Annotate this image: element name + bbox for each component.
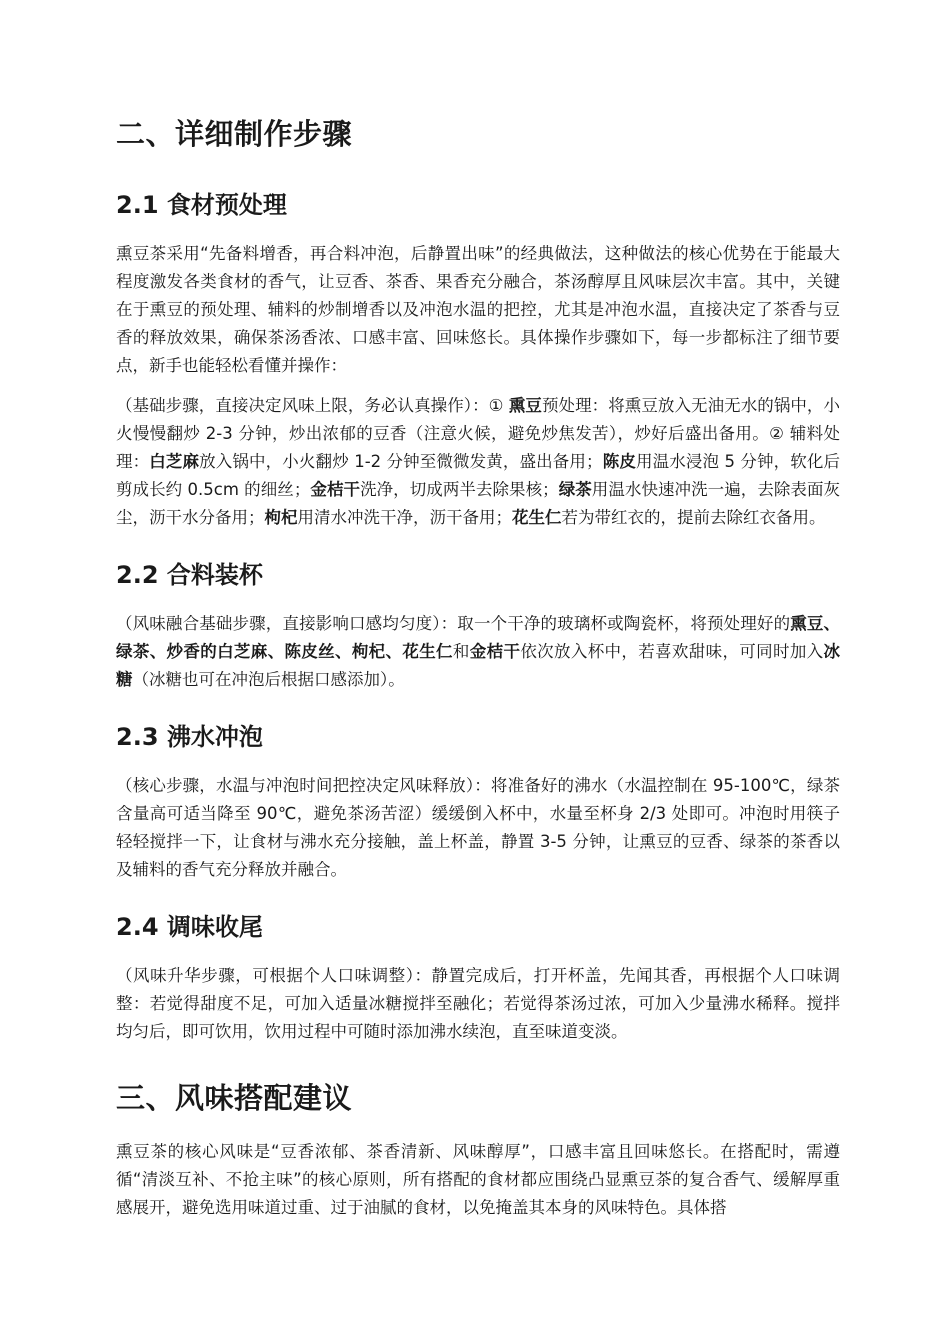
paragraph-pairing: 熏豆茶的核心风味是“豆香浓郁、茶香清新、风味醇厚”，口感丰富且回味悠长。在搭配时，需遵循“清淡互补、不抢主味”的核心原则，所有搭配的食材都应围绕凸显熏豆茶的复合香气、缓解厚重感展开，避免选用味道过重、过于油腻的食材，以免掩盖其本身的风味特色。具体搭 bbox=[116, 1142, 840, 1217]
bold-term: 金桔干 bbox=[310, 480, 361, 499]
paragraph-season: （风味升华步骤，可根据个人口味调整）：静置完成后，打开杯盖，先闻其香，再根据个人口味调整：若觉得甜度不足，可加入适量冰糖搅拌至融化；若觉得茶汤过浓，可加入少量沸水稀释。搅拌均匀后，即可饮用，饮用过程中可随时添加沸水续泡，直至味道变淡。 bbox=[116, 966, 840, 1041]
bold-term: 陈皮 bbox=[602, 452, 636, 471]
paragraph-intro: 熏豆茶采用“先备料增香，再合料冲泡，后静置出味”的经典做法，这种做法的核心优势在于能最大程度激发各类食材的香气，让豆香、茶香、果香充分融合，茶汤醇厚且风味层次丰富。其中，关键在于熏豆的预处理、辅料的炒制增香以及冲泡水温的把控，尤其是冲泡水温，直接决定了茶香与豆香的释放效果，确保茶汤香浓、口感丰富、回味悠长。具体操作步骤如下，每一步都标注了细节要点，新手也能轻松看懂并操作： bbox=[116, 244, 840, 375]
subsection-2-2 bbox=[116, 558, 840, 694]
text-run: （风味融合基础步骤，直接影响口感均匀度）：取一个干净的玻璃杯或陶瓷杯，将预处理好的 bbox=[116, 614, 791, 633]
bold-term: 花生仁 bbox=[512, 508, 562, 527]
bold-term: 熏豆 bbox=[508, 396, 542, 415]
paragraph-combine bbox=[116, 610, 840, 694]
bold-term: 绿茶 bbox=[558, 480, 592, 499]
text-run: 预处理：将熏豆放入无油无水的锅中，小火慢慢翻炒 2-3 分钟，炒出浓郁的豆香（注意火候，避免炒焦发苦），炒好后盛出备用。② 辅料处理： bbox=[116, 396, 840, 471]
text-run: 用温水浸泡 5 分钟，软化后剪成长约 0.5cm 的细丝； bbox=[116, 452, 840, 499]
subsection-2-3 bbox=[116, 720, 840, 884]
text-run: 洗净，切成两半去除果核； bbox=[360, 480, 559, 499]
subheading-2-2: 2.2 合料装杯 bbox=[116, 561, 263, 589]
text-run: （基础步骤，直接决定风味上限，务必认真操作）：① bbox=[116, 396, 509, 415]
bold-term: 冰糖 bbox=[116, 642, 841, 689]
text-run: （冰糖也可在冲泡后根据口感添加）。 bbox=[132, 670, 405, 689]
bold-term: 白芝麻 bbox=[149, 452, 200, 471]
section-heading-steps: 二、详细制作步骤 bbox=[116, 117, 353, 151]
bold-term: 熏豆、绿茶、炒香的白芝麻、陈皮丝、枸杞、花生仁 bbox=[116, 614, 841, 661]
text-run: 和 bbox=[452, 642, 470, 661]
subsection-2-4 bbox=[116, 910, 840, 1046]
text-run: 放入锅中，小火翻炒 1-2 分钟至微微发黄，盛出备用； bbox=[199, 452, 603, 471]
text-run: 若为带红衣的，提前去除红衣备用。 bbox=[561, 508, 826, 527]
text-run: 用清水冲洗干净，沥干备用； bbox=[297, 508, 512, 527]
subheading-2-4: 2.4 调味收尾 bbox=[116, 913, 263, 941]
subheading-2-3: 2.3 沸水冲泡 bbox=[116, 723, 263, 751]
text-run: 用温水快速冲洗一遍，去除表面灰尘，沥干水分备用； bbox=[116, 480, 841, 527]
text-run: 依次放入杯中，若喜欢甜味，可同时加入 bbox=[520, 642, 824, 661]
paragraph-brew: （核心步骤，水温与冲泡时间把控决定风味释放）：将准备好的沸水（水温控制在 95-100℃，绿茶含量高可适当降至 90℃，避免茶汤苦涩）缓缓倒入杯中，水量至杯身 2/3 处即可。冲泡时用筷子轻轻搅拌一下，让食材与沸水充分接触，盖上杯盖，静置 3-5 分钟，让熏豆的豆香、绿茶的茶香以及辅料的香气充分释放并融合。 bbox=[116, 776, 840, 879]
section-heading-pairing: 三、风味搭配建议 bbox=[116, 1081, 353, 1115]
subheading-2-1: 2.1 食材预处理 bbox=[116, 191, 287, 219]
bold-term: 枸杞 bbox=[264, 508, 298, 527]
subsection-2-1 bbox=[116, 188, 840, 532]
paragraph-preprocess bbox=[116, 392, 840, 532]
bold-term: 金桔干 bbox=[469, 642, 521, 661]
